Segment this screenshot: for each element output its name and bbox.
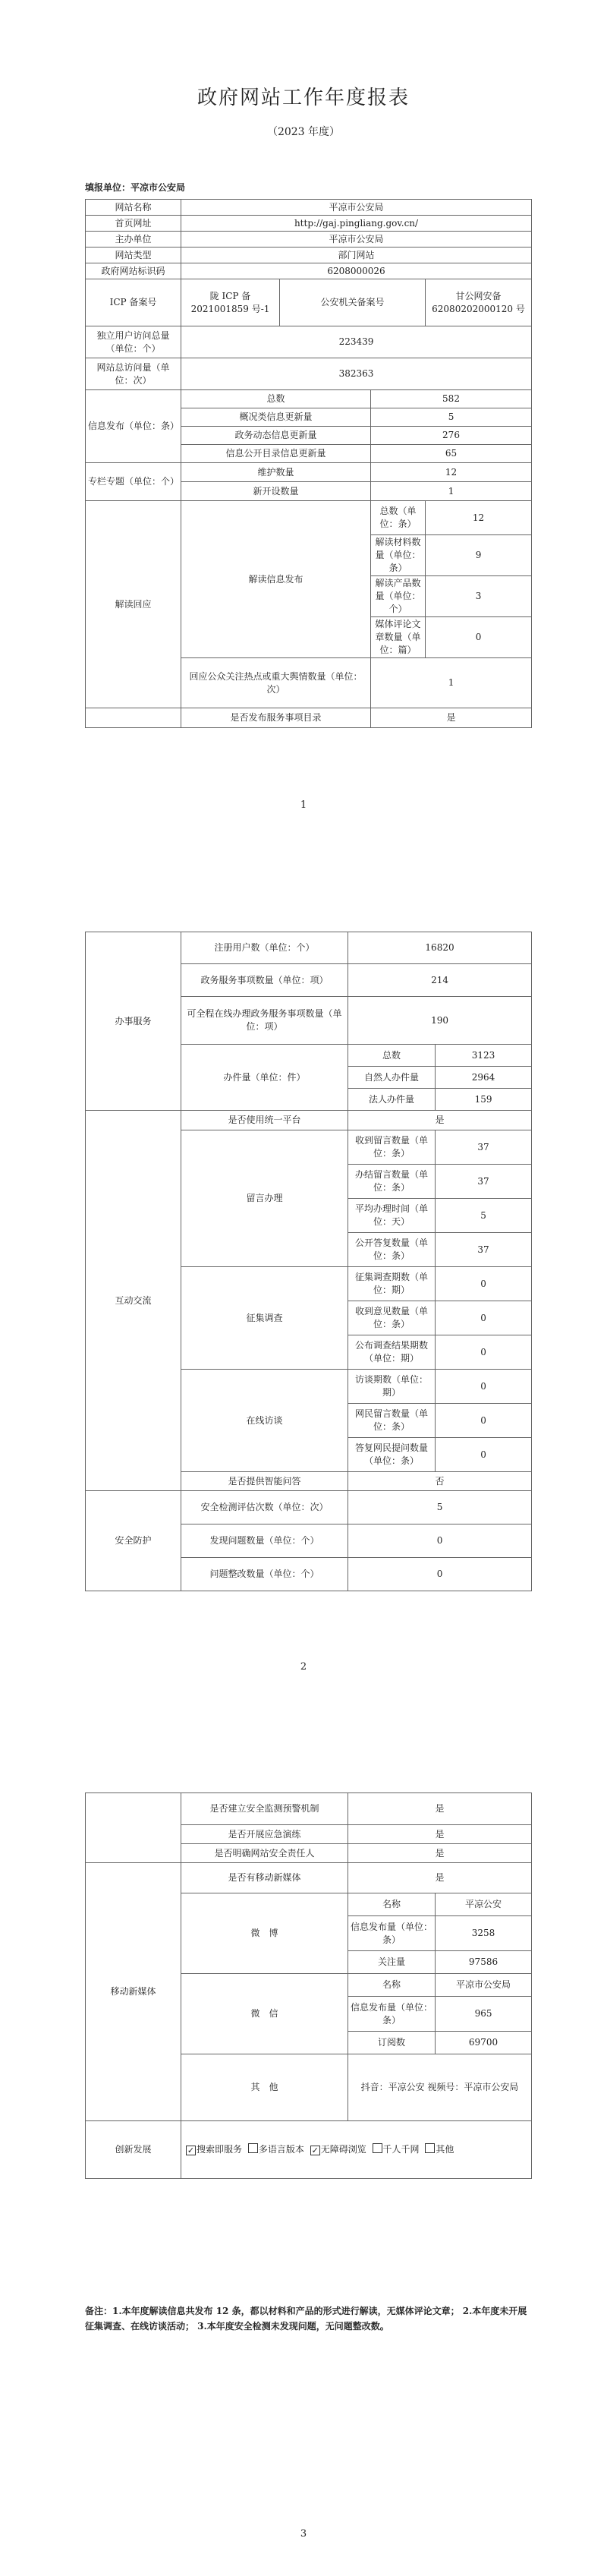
page-views-value: 382363 bbox=[181, 358, 532, 390]
survey-opinion-label: 收到意见数量（单位：条） bbox=[348, 1301, 436, 1335]
weibo-posts-value: 3258 bbox=[436, 1916, 532, 1951]
legal-cases-label: 法人办件量 bbox=[348, 1089, 436, 1111]
hot-response-value: 1 bbox=[371, 658, 532, 708]
other-media-label: 其 他 bbox=[181, 2054, 348, 2121]
cases-total-value: 3123 bbox=[436, 1045, 532, 1067]
column-maintain-label: 维护数量 bbox=[181, 463, 371, 482]
issues-found-label: 发现问题数量（单位：个） bbox=[181, 1524, 348, 1558]
mobile-media-label: 移动新媒体 bbox=[86, 1863, 181, 2121]
service-catalog-label: 是否发布服务事项目录 bbox=[181, 708, 371, 728]
home-url-label: 首页网址 bbox=[86, 216, 181, 232]
has-mobile-label: 是否有移动新媒体 bbox=[181, 1863, 348, 1893]
interpret-response-label: 解读回应 bbox=[86, 501, 181, 708]
msg-days-value: 5 bbox=[436, 1199, 532, 1233]
column-topic-label: 专栏专题（单位：个） bbox=[86, 463, 181, 501]
police-record-label: 公安机关备案号 bbox=[280, 279, 426, 326]
info-overview-value: 5 bbox=[371, 408, 532, 427]
monitor-label: 是否建立安全监测预警机制 bbox=[181, 1793, 348, 1825]
drill-label: 是否开展应急演练 bbox=[181, 1825, 348, 1844]
security-label: 安全防护 bbox=[86, 1491, 181, 1591]
info-total-value: 582 bbox=[371, 390, 532, 408]
owner-label: 是否明确网站安全责任人 bbox=[181, 1844, 348, 1863]
report-table-page1 bbox=[85, 199, 532, 728]
unique-visitors-label: 独立用户访问总量（单位：个） bbox=[86, 326, 181, 358]
option-label: 无障碍浏览 bbox=[320, 2144, 366, 2155]
interpret-product-label: 解读产品数量（单位：个） bbox=[371, 576, 426, 617]
police-record-value: 甘公网安备 62080202000120 号 bbox=[426, 279, 532, 326]
innovation-label: 创新发展 bbox=[86, 2121, 181, 2179]
unique-visitors-value: 223439 bbox=[181, 326, 532, 358]
weibo-name-label: 名称 bbox=[348, 1893, 436, 1916]
icp-label: ICP 备案号 bbox=[86, 279, 181, 326]
service-items-value: 214 bbox=[348, 964, 532, 997]
column-new-value: 1 bbox=[371, 482, 532, 501]
wechat-subs-label: 订阅数 bbox=[348, 2032, 436, 2054]
option-search-service[interactable] bbox=[186, 2144, 242, 2155]
drill-value: 是 bbox=[348, 1825, 532, 1844]
page-title: 政府网站工作年度报表 bbox=[197, 87, 410, 109]
owner-value: 是 bbox=[348, 1844, 532, 1863]
msg-done-label: 办结留言数量（单位：条） bbox=[348, 1165, 436, 1199]
wechat-name-label: 名称 bbox=[348, 1974, 436, 1997]
online-items-label: 可全程在线办理政务服务事项数量（单位：项） bbox=[181, 997, 348, 1045]
interpret-total-value: 12 bbox=[426, 501, 532, 535]
option-label: 搜索即服务 bbox=[197, 2144, 243, 2155]
reporting-unit: 填报单位：平凉市公安局 bbox=[85, 182, 186, 193]
page-number: 2 bbox=[300, 1661, 307, 1673]
weibo-posts-label: 信息发布量（单位：条） bbox=[348, 1916, 436, 1951]
info-catalog-label: 信息公开目录信息更新量 bbox=[181, 445, 371, 463]
site-type-label: 网站类型 bbox=[86, 248, 181, 263]
innovation-options bbox=[181, 2121, 532, 2179]
wechat-posts-label: 信息发布量（单位：条） bbox=[348, 1997, 436, 2032]
unified-platform-value: 是 bbox=[348, 1111, 532, 1130]
issues-fixed-value: 0 bbox=[348, 1558, 532, 1591]
other-media-value: 抖音：平凉公安 视频号：平凉市公安局 bbox=[348, 2054, 532, 2121]
wechat-subs-value: 69700 bbox=[436, 2032, 532, 2054]
monitor-value: 是 bbox=[348, 1793, 532, 1825]
online-interview-label: 在线访谈 bbox=[181, 1370, 348, 1472]
checkbox-icon[interactable] bbox=[248, 2143, 258, 2153]
issues-fixed-label: 问题整改数量（单位：个） bbox=[181, 1558, 348, 1591]
msg-public-label: 公开答复数量（单位：条） bbox=[348, 1233, 436, 1267]
issues-found-value: 0 bbox=[348, 1524, 532, 1558]
report-table-page2 bbox=[85, 932, 532, 1591]
remarks: 备注：1.本年度解读信息共发布 12 条，都以材料和产品的形式进行解读，无媒体评论文章； 2.本年度未开展征集调查、在线访谈活动； 3.本年度安全检测未发现问题，无问题整改数。 bbox=[85, 2306, 527, 2332]
column-new-label: 新开设数量 bbox=[181, 482, 371, 501]
icp-value: 陇 ICP 备 2021001859 号-1 bbox=[181, 279, 280, 326]
survey-result-label: 公布调查结果期数（单位：期） bbox=[348, 1335, 436, 1370]
info-publish-label: 信息发布（单位：条） bbox=[86, 390, 181, 463]
has-mobile-value: 是 bbox=[348, 1863, 532, 1893]
option-label: 多语言版本 bbox=[258, 2144, 304, 2155]
checkbox-icon[interactable] bbox=[373, 2143, 382, 2153]
option-label: 千人千网 bbox=[382, 2144, 420, 2155]
host-org-value: 平凉市公安局 bbox=[181, 232, 532, 248]
site-type-value: 部门网站 bbox=[181, 248, 532, 263]
interaction-label: 互动交流 bbox=[86, 1111, 181, 1491]
survey-label: 征集调查 bbox=[181, 1267, 348, 1370]
info-news-label: 政务动态信息更新量 bbox=[181, 427, 371, 445]
survey-result-value: 0 bbox=[436, 1335, 532, 1370]
cases-total-label: 总数 bbox=[348, 1045, 436, 1067]
option-accessibility[interactable] bbox=[310, 2144, 366, 2155]
interview-count-value: 0 bbox=[436, 1370, 532, 1404]
interpret-product-value: 3 bbox=[426, 576, 532, 617]
interpret-material-label: 解读材料数量（单位：条） bbox=[371, 535, 426, 576]
smart-qa-value: 否 bbox=[348, 1472, 532, 1491]
security-eval-label: 安全检测评估次数（单位：次） bbox=[181, 1491, 348, 1524]
wechat-name-value: 平凉市公安局 bbox=[436, 1974, 532, 1997]
interpret-total-label: 总数（单位：条） bbox=[371, 501, 426, 535]
weibo-name-value: 平凉公安 bbox=[436, 1893, 532, 1916]
weibo-label: 微 博 bbox=[181, 1893, 348, 1974]
survey-opinion-value: 0 bbox=[436, 1301, 532, 1335]
checkbox-icon[interactable] bbox=[425, 2143, 435, 2153]
site-name-value: 平凉市公安局 bbox=[181, 200, 532, 216]
survey-count-value: 0 bbox=[436, 1267, 532, 1301]
interpret-publish-label: 解读信息发布 bbox=[181, 501, 371, 658]
checkbox-icon[interactable]: ✓ bbox=[187, 2146, 195, 2155]
info-total-label: 总数 bbox=[181, 390, 371, 408]
wechat-posts-value: 965 bbox=[436, 1997, 532, 2032]
msg-done-value: 37 bbox=[436, 1165, 532, 1199]
info-catalog-value: 65 bbox=[371, 445, 532, 463]
service-label: 办事服务 bbox=[86, 932, 181, 1111]
security-eval-value: 5 bbox=[348, 1491, 532, 1524]
online-items-value: 190 bbox=[348, 997, 532, 1045]
interview-answer-label: 答复网民提问数量（单位：条） bbox=[348, 1438, 436, 1472]
option-multi-language[interactable] bbox=[248, 2144, 304, 2155]
page-subtitle: （2023 年度） bbox=[266, 126, 341, 138]
hot-response-label: 回应公众关注热点或重大舆情数量（单位：次） bbox=[181, 658, 371, 708]
page-number: 1 bbox=[300, 799, 307, 811]
info-news-value: 276 bbox=[371, 427, 532, 445]
info-overview-label: 概况类信息更新量 bbox=[181, 408, 371, 427]
page-number: 3 bbox=[300, 2528, 307, 2540]
survey-count-label: 征集调查期数（单位：期） bbox=[348, 1267, 436, 1301]
interpret-material-value: 9 bbox=[426, 535, 532, 576]
smart-qa-label: 是否提供智能问答 bbox=[181, 1472, 348, 1491]
interview-answer-value: 0 bbox=[436, 1438, 532, 1472]
home-url-value: http://gaj.pingliang.gov.cn/ bbox=[181, 216, 532, 232]
msg-days-label: 平均办理时间（单位：天） bbox=[348, 1199, 436, 1233]
host-org-label: 主办单位 bbox=[86, 232, 181, 248]
service-items-label: 政务服务事项数量（单位：项） bbox=[181, 964, 348, 997]
report-table-page3 bbox=[85, 1792, 532, 2179]
unified-platform-label: 是否使用统一平台 bbox=[181, 1111, 348, 1130]
interview-question-value: 0 bbox=[436, 1404, 532, 1438]
option-label: 其他 bbox=[436, 2144, 454, 2155]
msg-received-value: 37 bbox=[436, 1130, 532, 1165]
person-cases-label: 自然人办件量 bbox=[348, 1067, 436, 1089]
page-views-label: 网站总访问量（单位：次） bbox=[86, 358, 181, 390]
site-id-label: 政府网站标识码 bbox=[86, 263, 181, 279]
option-other[interactable] bbox=[425, 2144, 454, 2155]
interview-question-label: 网民留言数量（单位：条） bbox=[348, 1404, 436, 1438]
option-personalized[interactable] bbox=[373, 2144, 420, 2155]
weibo-fans-value: 97586 bbox=[436, 1951, 532, 1974]
site-name-label: 网站名称 bbox=[86, 200, 181, 216]
legal-cases-value: 159 bbox=[436, 1089, 532, 1111]
service-catalog-value: 是 bbox=[371, 708, 532, 728]
weibo-fans-label: 关注量 bbox=[348, 1951, 436, 1974]
site-id-value: 6208000026 bbox=[181, 263, 532, 279]
interview-count-label: 访谈期数（单位：期） bbox=[348, 1370, 436, 1404]
cases-label: 办件量（单位：件） bbox=[181, 1045, 348, 1111]
msg-public-value: 37 bbox=[436, 1233, 532, 1267]
checkbox-icon[interactable]: ✓ bbox=[311, 2146, 319, 2155]
person-cases-value: 2964 bbox=[436, 1067, 532, 1089]
reg-users-label: 注册用户数（单位：个） bbox=[181, 932, 348, 964]
wechat-label: 微 信 bbox=[181, 1974, 348, 2054]
message-handling-label: 留言办理 bbox=[181, 1130, 348, 1267]
reg-users-value: 16820 bbox=[348, 932, 532, 964]
column-maintain-value: 12 bbox=[371, 463, 532, 482]
interpret-media-value: 0 bbox=[426, 617, 532, 658]
msg-received-label: 收到留言数量（单位：条） bbox=[348, 1130, 436, 1165]
interpret-media-label: 媒体评论文章数量（单位：篇） bbox=[371, 617, 426, 658]
